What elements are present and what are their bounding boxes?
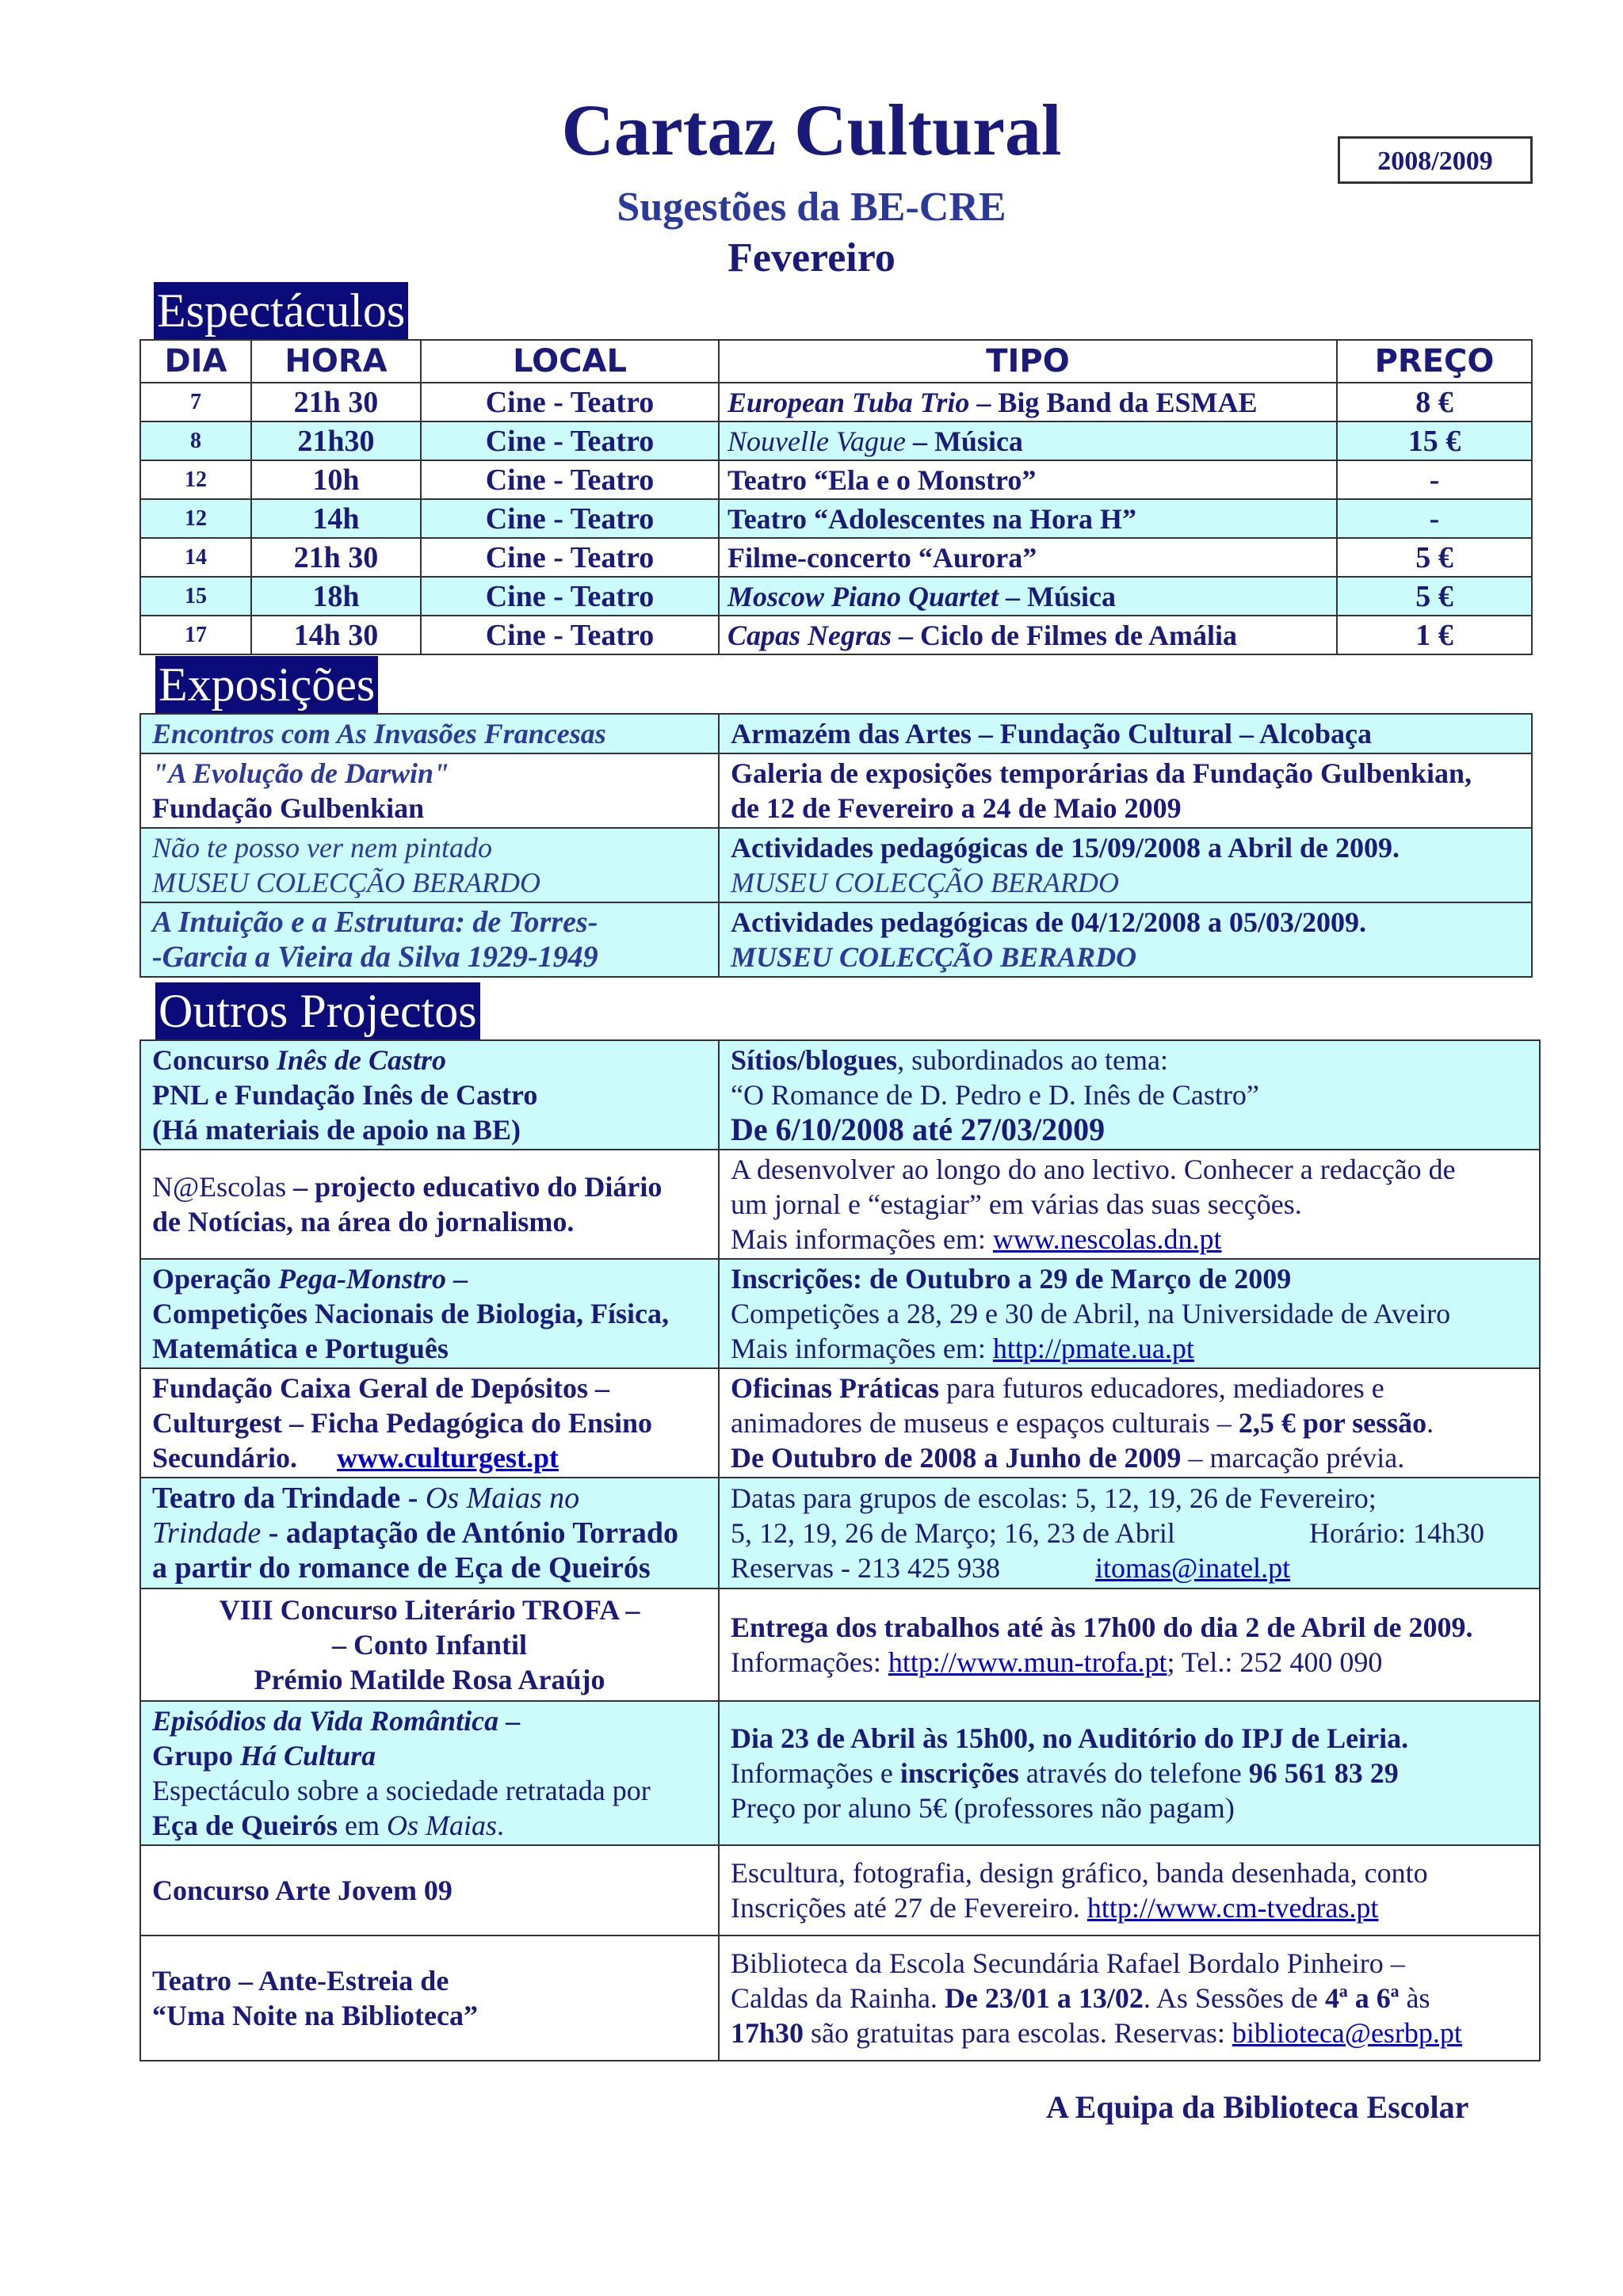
text: a partir do romance de Eça de Queirós bbox=[152, 1551, 651, 1585]
cell-tipo: Teatro “Ela e o Monstro” bbox=[719, 460, 1337, 499]
text: 96 561 83 29 bbox=[1248, 1757, 1399, 1789]
text: N@Escolas bbox=[152, 1171, 287, 1203]
text: Reservas - 213 425 938 bbox=[731, 1552, 1000, 1584]
text: Mais informações em: bbox=[731, 1223, 993, 1255]
project-info bbox=[719, 1150, 1540, 1259]
cell-tipo bbox=[719, 421, 1337, 460]
text: . As Sessões de bbox=[1143, 1982, 1325, 2014]
exhibition-title: "A Evolução de Darwin" bbox=[152, 757, 450, 789]
text: Culturgest – Ficha Pedagógica do Ensino bbox=[152, 1407, 653, 1439]
cell-dia: 8 bbox=[140, 421, 251, 460]
tipo-text: – Música bbox=[999, 580, 1117, 612]
text: Inscrições: de Outubro a 29 de Março de 2009 bbox=[731, 1263, 1292, 1295]
table-row bbox=[140, 828, 1532, 902]
exhibition-info-line: de 12 de Fevereiro a 24 de Maio 2009 bbox=[731, 792, 1182, 824]
exhibition-info: Armazém das Artes – Fundação Cultural – Alcobaça bbox=[719, 714, 1532, 753]
text: VIII Concurso Literário TROFA – bbox=[219, 1594, 640, 1626]
text: 17h30 bbox=[731, 2017, 804, 2049]
text: Dia 23 de Abril às 15h00, no Auditório do IPJ de Leiria. bbox=[731, 1722, 1409, 1754]
cell-tipo bbox=[719, 383, 1337, 421]
project-info bbox=[719, 1368, 1540, 1478]
exhibition-info bbox=[719, 828, 1532, 902]
text: Competições Nacionais de Biologia, Física, bbox=[152, 1298, 669, 1329]
text: Episódios da Vida Romântica bbox=[152, 1705, 499, 1737]
text: Espectáculo sobre a sociedade retratada por bbox=[152, 1775, 651, 1806]
text: através do telefone bbox=[1018, 1757, 1249, 1789]
tipo-italic: Moscow Piano Quartet bbox=[727, 580, 999, 612]
text: às bbox=[1399, 1982, 1430, 2014]
text: de Notícias, na área do jornalismo. bbox=[152, 1206, 575, 1238]
year-box: 2008/2009 bbox=[1338, 136, 1533, 184]
table-row bbox=[140, 616, 1532, 654]
text: Os Maias bbox=[386, 1810, 497, 1841]
text: inscrições bbox=[899, 1757, 1019, 1789]
text: Biblioteca da Escola Secundária Rafael Bordalo Pinheiro – bbox=[731, 1947, 1405, 1979]
text: Inscrições até 27 de Fevereiro. bbox=[731, 1892, 1087, 1924]
projects-table bbox=[139, 1039, 1541, 2061]
text: – marcação prévia. bbox=[1181, 1442, 1405, 1474]
project-info bbox=[719, 1589, 1540, 1701]
exhibition-title: A Intuição e a Estrutura: de Torres- bbox=[152, 906, 598, 939]
text: - adaptação de António Torrado bbox=[261, 1516, 679, 1550]
exhibition-info-line: Actividades pedagógicas de 15/09/2008 a Abril de 2009. bbox=[731, 832, 1400, 864]
cell-hora: 21h 30 bbox=[251, 383, 421, 421]
section-title-outros-projectos: Outros Projectos bbox=[155, 982, 480, 1039]
text: para futuros educadores, mediadores e bbox=[938, 1372, 1384, 1404]
text: PNL e Fundação Inês de Castro bbox=[152, 1079, 538, 1111]
exhibition-info-line: Actividades pedagógicas de 04/12/2008 a 05/03/2009. bbox=[731, 906, 1367, 938]
project-name bbox=[140, 1040, 719, 1150]
text: Oficinas Práticas bbox=[731, 1372, 939, 1404]
text: Operação bbox=[152, 1263, 278, 1295]
text: De 23/01 a 13/02 bbox=[944, 1982, 1144, 2014]
text: Entrega dos trabalhos até às 17h00 do dia 2 de Abril de 2009. bbox=[731, 1611, 1473, 1643]
project-info bbox=[719, 1845, 1540, 1936]
text: um jornal e “estagiar” em várias das suas secções. bbox=[731, 1188, 1302, 1220]
text: Secundário. bbox=[152, 1442, 298, 1474]
cell-preco: 5 € bbox=[1337, 577, 1532, 616]
text: Preço por aluno 5€ (professores não pagam) bbox=[731, 1792, 1235, 1824]
text: Os Maias no bbox=[425, 1482, 580, 1515]
trofa-link[interactable]: http://www.mun-trofa.pt bbox=[888, 1646, 1167, 1678]
exhibition-title: Não te posso ver nem pintado bbox=[152, 832, 492, 864]
text: Teatro da Trindade - bbox=[152, 1482, 426, 1515]
table-row bbox=[140, 1368, 1540, 1478]
text: De Outubro de 2008 a Junho de 2009 bbox=[731, 1442, 1182, 1474]
exhibition-venue: MUSEU COLECÇÃO BERARDO bbox=[152, 867, 540, 898]
text: Prémio Matilde Rosa Araújo bbox=[254, 1664, 605, 1695]
text: Eça de Queirós bbox=[152, 1810, 338, 1841]
text: Mais informações em: bbox=[731, 1333, 993, 1364]
tipo-italic: Nouvelle Vague bbox=[727, 425, 906, 457]
exhibition-info-line: Galeria de exposições temporárias da Fundação Gulbenkian, bbox=[731, 757, 1472, 789]
cell-preco: 5 € bbox=[1337, 538, 1532, 577]
text: – bbox=[445, 1263, 468, 1295]
text: 2,5 € por sessão bbox=[1238, 1407, 1427, 1439]
project-info bbox=[719, 1936, 1540, 2061]
text: Grupo bbox=[152, 1740, 241, 1772]
table-row bbox=[140, 421, 1532, 460]
signature: A Equipa da Biblioteca Escolar bbox=[1046, 2089, 1469, 2125]
table-row bbox=[140, 714, 1532, 753]
project-name bbox=[140, 1701, 719, 1845]
text: são gratuitas para escolas. Reservas: bbox=[804, 2017, 1232, 2049]
text: Inês de Castro bbox=[277, 1044, 447, 1076]
col-header-tipo: TIPO bbox=[719, 340, 1337, 383]
cell-local: Cine - Teatro bbox=[421, 460, 719, 499]
cell-dia: 14 bbox=[140, 538, 251, 577]
text: Concurso bbox=[152, 1044, 277, 1076]
table-row bbox=[140, 753, 1532, 828]
section-title-exposicoes: Exposições bbox=[155, 656, 378, 713]
text: ; Tel.: 252 400 090 bbox=[1167, 1646, 1383, 1678]
cell-hora: 21h 30 bbox=[251, 538, 421, 577]
tipo-italic: European Tuba Trio bbox=[727, 386, 970, 418]
table-row bbox=[140, 1150, 1540, 1259]
text: Caldas da Rainha. bbox=[731, 1982, 945, 2014]
cell-local: Cine - Teatro bbox=[421, 499, 719, 538]
text: Há Cultura bbox=[240, 1740, 376, 1772]
page-subtitle: Sugestões da BE-CRE bbox=[617, 185, 1006, 230]
project-name bbox=[140, 1936, 719, 2061]
cell-dia: 7 bbox=[140, 383, 251, 421]
exhibitions-table bbox=[139, 713, 1533, 978]
project-name bbox=[140, 1368, 719, 1478]
text: Sítios/blogues bbox=[731, 1044, 898, 1076]
nescolas-link[interactable]: www.nescolas.dn.pt bbox=[992, 1223, 1222, 1255]
cell-dia: 12 bbox=[140, 499, 251, 538]
table-row bbox=[140, 538, 1532, 577]
cell-tipo: Teatro “Adolescentes na Hora H” bbox=[719, 499, 1337, 538]
text: animadores de museus e espaços culturais – bbox=[731, 1407, 1239, 1439]
project-name bbox=[140, 1589, 719, 1701]
cell-tipo bbox=[719, 616, 1337, 654]
text: “Uma Noite na Biblioteca” bbox=[152, 2000, 478, 2031]
text: Pega-Monstro bbox=[277, 1263, 446, 1295]
text: Informações e bbox=[731, 1757, 900, 1789]
tipo-text: – Música bbox=[905, 425, 1023, 457]
text: . bbox=[1426, 1407, 1434, 1439]
table-row bbox=[140, 1936, 1540, 2061]
cell-preco: - bbox=[1337, 460, 1532, 499]
text: De 6/10/2008 até 27/03/2009 bbox=[731, 1112, 1106, 1147]
tipo-text: – Ciclo de Filmes de Amália bbox=[892, 619, 1237, 651]
culturgest-link[interactable]: www.culturgest.pt bbox=[337, 1442, 559, 1474]
month-label: Fevereiro bbox=[727, 235, 896, 280]
cell-local: Cine - Teatro bbox=[421, 616, 719, 654]
exhibition-name bbox=[140, 828, 719, 902]
table-row bbox=[140, 1701, 1540, 1845]
exhibition-name bbox=[140, 753, 719, 828]
cell-local: Cine - Teatro bbox=[421, 383, 719, 421]
project-info bbox=[719, 1040, 1540, 1150]
cell-hora: 14h bbox=[251, 499, 421, 538]
text: . bbox=[496, 1810, 504, 1841]
exhibition-name: Encontros com As Invasões Francesas bbox=[140, 714, 719, 753]
project-name bbox=[140, 1150, 719, 1259]
exhibition-venue: -Garcia a Vieira da Silva 1929-1949 bbox=[152, 940, 598, 974]
exhibition-info-line: MUSEU COLECÇÃO BERARDO bbox=[731, 941, 1137, 973]
esrbp-email-link[interactable]: biblioteca@esrbp.pt bbox=[1232, 2017, 1462, 2049]
text: Trindade bbox=[152, 1516, 262, 1550]
text: A desenvolver ao longo do ano lectivo. Conhecer a redacção de bbox=[731, 1154, 1456, 1185]
cell-dia: 12 bbox=[140, 460, 251, 499]
text: “O Romance de D. Pedro e D. Inês de Castro” bbox=[731, 1079, 1259, 1111]
project-info bbox=[719, 1478, 1540, 1589]
text: Fundação Caixa Geral de Depósitos – bbox=[152, 1372, 610, 1404]
cell-hora: 10h bbox=[251, 460, 421, 499]
cell-local: Cine - Teatro bbox=[421, 538, 719, 577]
cell-preco: 1 € bbox=[1337, 616, 1532, 654]
table-row bbox=[140, 902, 1532, 977]
text: 4ª a 6ª bbox=[1324, 1982, 1400, 2014]
table-row bbox=[140, 1259, 1540, 1368]
table-row bbox=[140, 383, 1532, 421]
text: – projecto educativo do Diário bbox=[286, 1171, 663, 1203]
text: , subordinados ao tema: bbox=[897, 1044, 1168, 1076]
project-name bbox=[140, 1259, 719, 1368]
text: Teatro – Ante-Estreia de bbox=[152, 1965, 449, 1997]
col-header-preco: PREÇO bbox=[1337, 340, 1532, 383]
table-row bbox=[140, 1478, 1540, 1589]
text: Competições a 28, 29 e 30 de Abril, na Universidade de Aveiro bbox=[731, 1298, 1451, 1329]
table-header-row bbox=[140, 340, 1532, 383]
text: em bbox=[337, 1810, 387, 1841]
text: (Há materiais de apoio na BE) bbox=[152, 1114, 521, 1146]
tipo-italic: Capas Negras bbox=[727, 619, 892, 651]
cell-hora: 14h 30 bbox=[251, 616, 421, 654]
cell-preco: 8 € bbox=[1337, 383, 1532, 421]
table-row bbox=[140, 1040, 1540, 1150]
col-header-hora: HORA bbox=[251, 340, 421, 383]
text: Datas para grupos de escolas: 5, 12, 19, 26 de Fevereiro; bbox=[731, 1482, 1377, 1514]
text: Informações: bbox=[731, 1646, 888, 1678]
exhibition-name bbox=[140, 902, 719, 977]
cell-hora: 18h bbox=[251, 577, 421, 616]
text: – bbox=[498, 1705, 521, 1737]
text: 5, 12, 19, 26 de Março; 16, 23 de Abril bbox=[731, 1517, 1175, 1549]
cell-dia: 17 bbox=[140, 616, 251, 654]
project-name: Concurso Arte Jovem 09 bbox=[140, 1845, 719, 1936]
shows-table bbox=[139, 339, 1533, 655]
text: Matemática e Português bbox=[152, 1333, 449, 1364]
cell-preco: 15 € bbox=[1337, 421, 1532, 460]
table-row bbox=[140, 1845, 1540, 1936]
exhibition-info-line: MUSEU COLECÇÃO BERARDO bbox=[731, 867, 1119, 898]
table-row bbox=[140, 577, 1532, 616]
text: Escultura, fotografia, design gráfico, banda desenhada, conto bbox=[731, 1857, 1428, 1889]
cell-local: Cine - Teatro bbox=[421, 577, 719, 616]
exhibition-info bbox=[719, 902, 1532, 977]
table-row bbox=[140, 499, 1532, 538]
project-info bbox=[719, 1701, 1540, 1845]
text: – Conto Infantil bbox=[331, 1629, 528, 1661]
project-name bbox=[140, 1478, 719, 1589]
cell-dia: 15 bbox=[140, 577, 251, 616]
cell-preco: - bbox=[1337, 499, 1532, 538]
cell-tipo bbox=[719, 577, 1337, 616]
cell-local: Cine - Teatro bbox=[421, 421, 719, 460]
pmate-link[interactable]: http://pmate.ua.pt bbox=[992, 1333, 1194, 1364]
exhibition-venue: Fundação Gulbenkian bbox=[152, 792, 425, 824]
exhibition-info bbox=[719, 753, 1532, 828]
col-header-dia: DIA bbox=[140, 340, 251, 383]
page-title: Cartaz Cultural bbox=[561, 90, 1062, 170]
cell-tipo: Filme-concerto “Aurora” bbox=[719, 538, 1337, 577]
col-header-local: LOCAL bbox=[421, 340, 719, 383]
cell-hora: 21h30 bbox=[251, 421, 421, 460]
tipo-text: – Big Band da ESMAE bbox=[969, 386, 1258, 418]
inatel-email-link[interactable]: itomas@inatel.pt bbox=[1094, 1552, 1291, 1584]
cm-tvedras-link[interactable]: http://www.cm-tvedras.pt bbox=[1086, 1892, 1379, 1924]
table-row bbox=[140, 1589, 1540, 1701]
section-title-espectaculos: Espectáculos bbox=[154, 282, 408, 339]
project-info bbox=[719, 1259, 1540, 1368]
text: Horário: 14h30 bbox=[1309, 1517, 1484, 1549]
table-row bbox=[140, 460, 1532, 499]
